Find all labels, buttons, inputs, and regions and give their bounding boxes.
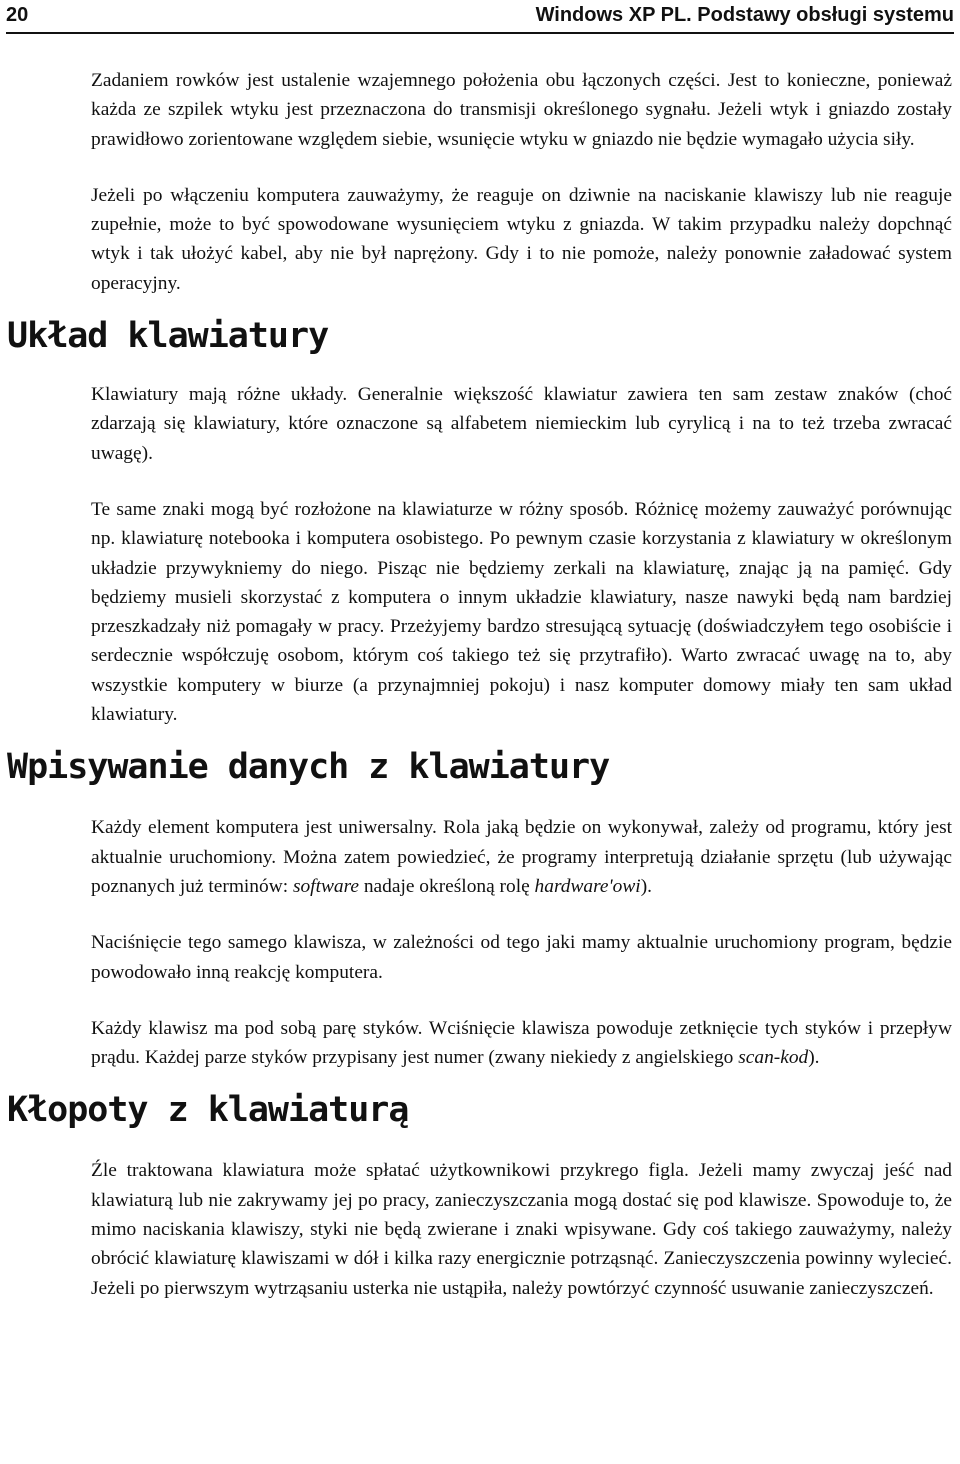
input-paragraph-1 xyxy=(0,813,960,901)
layout-paragraph-1: Klawiatury mają różne układy. Generalnie większość klawiatur zawiera ten sam zestaw znaków (choć zdarzają się klawiatury, które oznaczone są alfabetem niemieckim lub cyrylicą i na to też trzeba zwracać uwagę). xyxy=(91,384,952,464)
page-number: 20 xyxy=(6,4,29,26)
input-paragraph-1-text-b: nadaje określoną rolę xyxy=(359,875,535,897)
input-paragraph-1-text-c: ). xyxy=(640,875,652,897)
page-content xyxy=(0,66,960,1330)
input-paragraph-1-text-a: Każdy element komputera jest uniwersalny. Rola jaką będzie on wykonywał, zależy od programu, który jest aktualnie uruchomiony. Można zatem powiedzieć, że programy interpretują działanie sprzętu (lub używając poznanych już terminów: xyxy=(91,817,952,897)
intro-paragraph-1: Zadaniem rowków jest ustalenie wzajemnego położenia obu łączonych części. Jest to konieczne, ponieważ każda ze szpilek wtyku jest przeznaczona do transmisji określonego sygnału. Jeżeli wtyk i gniazdo zostały prawidłowo zorientowane względem siebie, wsunięcie wtyku w gniazdo nie będzie wymagało użycia siły. xyxy=(91,70,952,150)
section-heading-layout: Układ klawiatury xyxy=(7,316,329,357)
intro-paragraph-2: Jeżeli po włączeniu komputera zauważymy, że reaguje on dziwnie na naciskanie klawiszy lub nie reaguje zupełnie, może to być spowodowane wysunięciem wtyku z gniazda. W takim przypadku należy dopchnąć wtyk i tak ułożyć kabel, aby nie był naprężony. Gdy i to nie pomoże, należy ponownie załadować system operacyjny. xyxy=(91,184,952,294)
running-title: Windows XP PL. Podstawy obsługi systemu xyxy=(535,4,954,26)
input-paragraph-3-text-a: Każdy klawisz ma pod sobą parę styków. Wciśnięcie klawisza powoduje zetknięcie tych styków i przepływ prądu. Każdej parze styków przypisany jest numer (zwany niekiedy z angielskiego xyxy=(91,1017,952,1069)
layout-paragraph-2: Te same znaki mogą być rozłożone na klawiaturze w różny sposób. Różnicę możemy zauważyć porównując np. klawiaturę notebooka i komputera osobistego. Po pewnym czasie korzystania z klawiatury w określonym układzie przywykniemy do niego. Pisząc nie będziemy zerkali na klawiaturę, znając ją na pamięć. Gdy będziemy musieli skorzystać z komputera o innym układzie klawiatury, nasze nawyki będą nam bardziej przeszkadzały niż pomagały w pracy. Przeżyjemy bardzo stresującą sytuację (doświadczyłem tego osobiście i serdecznie współczuję osobom, którym coś takiego też się przytrafiło). Warto zwracać uwagę na to, aby wszystkie komputery w biurze (a przynajmniej pokoju) i nasz komputer domowy miały ten sam układ klawiatury. xyxy=(91,498,952,726)
input-paragraph-2: Naciśnięcie tego samego klawisza, w zależności od tego jaki mamy aktualnie uruchomiony program, będzie powodowało inną reakcję komputera. xyxy=(91,932,952,983)
term-software: software xyxy=(292,875,360,897)
term-hardware: hardware'owi xyxy=(534,875,641,897)
input-paragraph-3 xyxy=(0,1014,960,1073)
section-heading-problems: Kłopoty z klawiaturą xyxy=(7,1090,409,1131)
input-paragraph-3-text-b: ). xyxy=(808,1047,820,1069)
page-header xyxy=(6,0,954,34)
problems-paragraph-1: Źle traktowana klawiatura może spłatać użytkownikowi przykrego figla. Jeżeli mamy zwyczaj jeść nad klawiaturą lub nie zakrywamy jej po pracy, zanieczyszczania mogą dostać się pod klawisze. Spowoduje to, że mimo naciskania klawiszy, styki nie będą zwierane i znaki wpisywane. Gdy coś takiego zauważymy, należy obrócić klawiaturę klawiszami w dół i kilka razy energicznie potrząsnąć. Zanieczyszczenia powinny wylecieć. Jeżeli po pierwszym wytrząsaniu usterka nie ustąpiła, należy powtórzyć czynność usuwanie zanieczyszczeń. xyxy=(91,1160,952,1299)
section-heading-input: Wpisywanie danych z klawiatury xyxy=(7,747,610,788)
term-scan-kod: scan-kod xyxy=(738,1047,809,1069)
